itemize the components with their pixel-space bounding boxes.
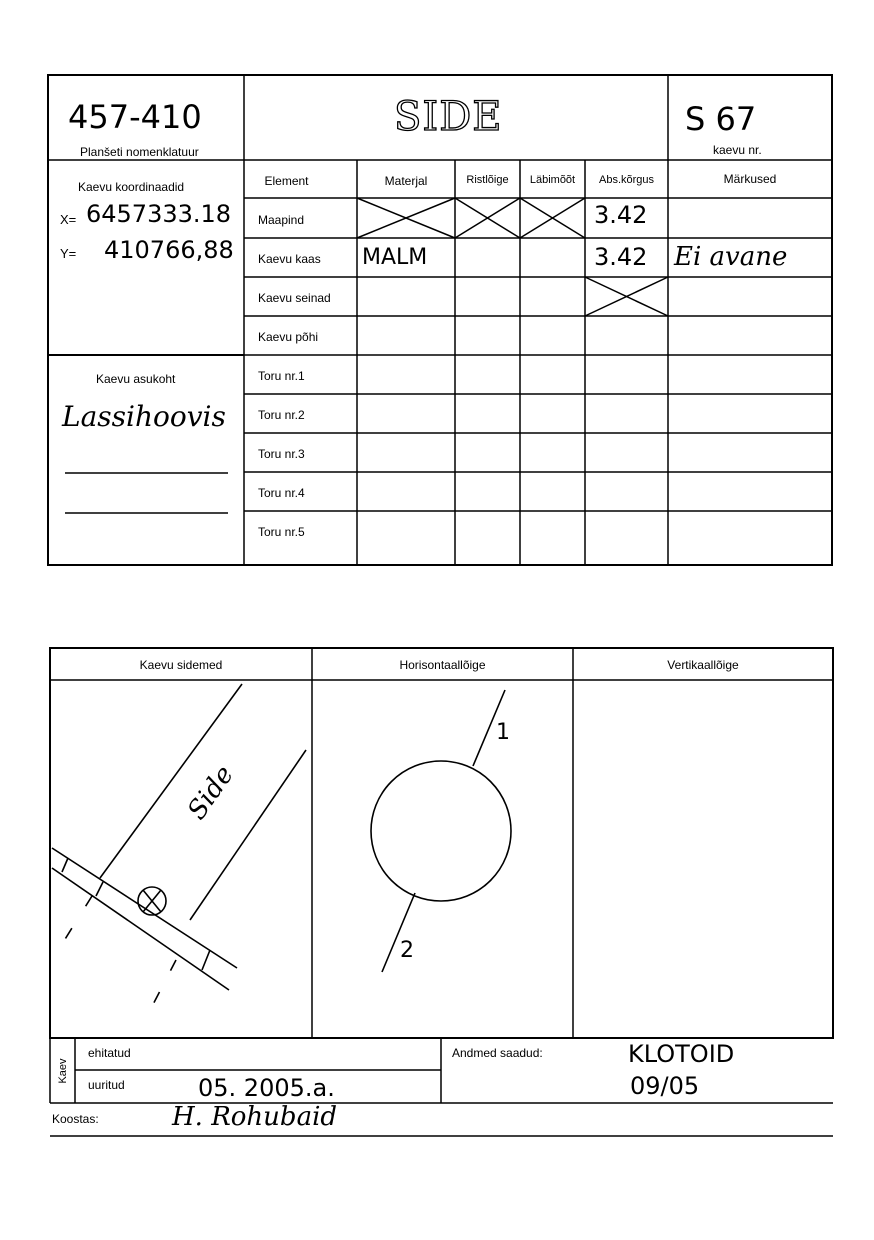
location-value: Lassihoovis bbox=[62, 400, 226, 433]
header-element: Element bbox=[264, 174, 309, 188]
nomenclature-value: 457-410 bbox=[68, 98, 202, 136]
coordinates-label: Kaevu koordinaadid bbox=[78, 180, 185, 194]
data-received-source: KLOTOID bbox=[628, 1040, 735, 1068]
row-label-bottom: Kaevu põhi bbox=[258, 330, 319, 344]
header-well-connections: Kaevu sidemed bbox=[139, 658, 223, 672]
header-diameter: Läbimõõt bbox=[529, 174, 576, 186]
x-coordinate-value: 6457333.18 bbox=[86, 200, 232, 228]
data-received-date: 09/05 bbox=[630, 1072, 700, 1100]
form-title: SIDE bbox=[394, 94, 503, 140]
ground-abs-height: 3.42 bbox=[594, 201, 648, 229]
pipe-2-label: 2 bbox=[400, 938, 414, 963]
row-label-pipe-5: Toru nr.5 bbox=[258, 525, 305, 539]
compiled-by-label: Koostas: bbox=[52, 1112, 99, 1126]
compiled-by-value: H. Rohubaid bbox=[172, 1102, 338, 1132]
header-remarks: Märkused bbox=[723, 172, 777, 186]
horizontal-section-drawing bbox=[371, 690, 511, 972]
footer-side-label: Kaev bbox=[57, 1058, 69, 1084]
row-label-pipe-4: Toru nr.4 bbox=[258, 486, 305, 500]
surveyed-label: uuritud bbox=[88, 1078, 125, 1092]
lid-remarks: Ei avane bbox=[674, 242, 788, 272]
header-vertical-section: Vertikaallõige bbox=[667, 658, 739, 672]
row-label-walls: Kaevu seinad bbox=[258, 291, 331, 305]
sketch-label-side: Side bbox=[182, 760, 240, 826]
row-label-pipe-3: Toru nr.3 bbox=[258, 447, 305, 461]
nomenclature-label: Planšeti nomenklatuur bbox=[80, 145, 199, 159]
site-sketch bbox=[52, 684, 306, 1020]
header-cross-section: Ristlõige bbox=[466, 174, 509, 186]
row-label-ground: Maapind bbox=[258, 213, 305, 227]
well-number-value: S 67 bbox=[685, 100, 757, 138]
well-number-label: kaevu nr. bbox=[713, 143, 762, 157]
pipe-1-label: 1 bbox=[496, 720, 510, 745]
row-label-lid: Kaevu kaas bbox=[258, 252, 321, 266]
location-label: Kaevu asukoht bbox=[96, 372, 176, 386]
built-label: ehitatud bbox=[88, 1046, 131, 1060]
surveyed-value: 05. 2005.a. bbox=[198, 1074, 335, 1102]
lid-material: MALM bbox=[362, 245, 428, 270]
header-horizontal-section: Horisontaallõige bbox=[399, 658, 486, 672]
y-label: Y= bbox=[60, 246, 77, 261]
data-received-label: Andmed saadud: bbox=[452, 1046, 543, 1060]
row-label-pipe-2: Toru nr.2 bbox=[258, 408, 305, 422]
x-label: X= bbox=[60, 212, 77, 227]
header-material: Materjal bbox=[384, 174, 428, 188]
header-abs-height: Abs.kõrgus bbox=[598, 174, 655, 186]
row-label-pipe-1: Toru nr.1 bbox=[258, 369, 305, 383]
lid-abs-height: 3.42 bbox=[594, 243, 648, 271]
y-coordinate-value: 410766,88 bbox=[104, 236, 234, 264]
